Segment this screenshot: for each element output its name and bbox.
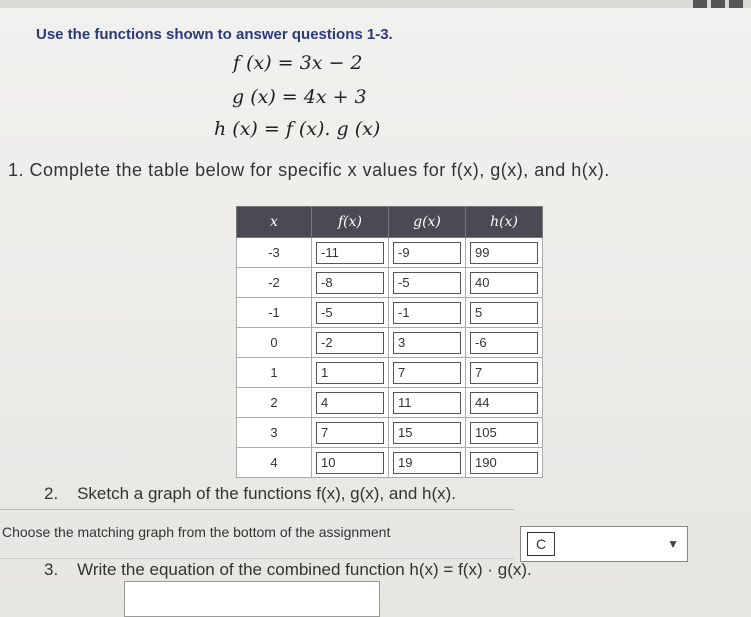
header-g: g(x) bbox=[389, 207, 466, 238]
equation-g: g (x) = 4x + 3 bbox=[232, 86, 367, 108]
question-3-number: 3. bbox=[44, 560, 59, 579]
h-value-input[interactable]: 190 bbox=[470, 452, 538, 474]
h-value-input[interactable]: -6 bbox=[470, 332, 538, 354]
table-header-row bbox=[237, 207, 543, 238]
question-2-number: 2. bbox=[44, 484, 59, 503]
chevron-down-icon: ▼ bbox=[667, 537, 679, 551]
f-value-input[interactable]: 7 bbox=[316, 422, 384, 444]
g-value-input[interactable]: 7 bbox=[393, 362, 461, 384]
f-value-input[interactable]: 10 bbox=[316, 452, 384, 474]
g-value-input[interactable]: 19 bbox=[393, 452, 461, 474]
table-row bbox=[237, 298, 543, 328]
h-value-input[interactable]: 7 bbox=[470, 362, 538, 384]
h-value-input[interactable]: 99 bbox=[470, 242, 538, 264]
table-row bbox=[237, 238, 543, 268]
x-value: -2 bbox=[237, 268, 312, 298]
x-value: -1 bbox=[237, 298, 312, 328]
x-value: 2 bbox=[237, 388, 312, 418]
table-row bbox=[237, 418, 543, 448]
f-value-input[interactable]: -5 bbox=[316, 302, 384, 324]
table-row bbox=[237, 358, 543, 388]
h-value-input[interactable]: 5 bbox=[470, 302, 538, 324]
question-2-text: Sketch a graph of the functions f(x), g(x), and h(x). bbox=[77, 484, 456, 503]
divider bbox=[0, 558, 514, 559]
header-x: x bbox=[237, 207, 312, 238]
g-value-input[interactable]: -9 bbox=[393, 242, 461, 264]
graph-choice-value: C bbox=[527, 532, 555, 556]
x-value: 3 bbox=[237, 418, 312, 448]
question-3-text: Write the equation of the combined function h(x) = f(x) · g(x). bbox=[77, 560, 532, 579]
divider bbox=[0, 509, 514, 510]
table-row bbox=[237, 328, 543, 358]
values-table bbox=[236, 206, 543, 478]
h-value-input[interactable]: 105 bbox=[470, 422, 538, 444]
question-2 bbox=[44, 484, 456, 504]
x-value: 1 bbox=[237, 358, 312, 388]
x-value: 0 bbox=[237, 328, 312, 358]
graph-choice-select[interactable] bbox=[520, 526, 688, 562]
top-bar bbox=[0, 0, 751, 8]
equation-answer-input[interactable] bbox=[124, 581, 380, 617]
table-row bbox=[237, 388, 543, 418]
f-value-input[interactable]: 4 bbox=[316, 392, 384, 414]
g-value-input[interactable]: 3 bbox=[393, 332, 461, 354]
f-value-input[interactable]: -2 bbox=[316, 332, 384, 354]
instructions: Use the functions shown to answer questions 1-3. bbox=[36, 26, 393, 43]
g-value-input[interactable]: 11 bbox=[393, 392, 461, 414]
x-value: 4 bbox=[237, 448, 312, 478]
f-value-input[interactable]: 1 bbox=[316, 362, 384, 384]
equation-f: f (x) = 3x − 2 bbox=[233, 52, 363, 74]
g-value-input[interactable]: -5 bbox=[393, 272, 461, 294]
question-1: 1. Complete the table below for specific x values for f(x), g(x), and h(x). bbox=[8, 160, 610, 180]
equation-h: h (x) = f (x). g (x) bbox=[214, 118, 381, 140]
table-row bbox=[237, 268, 543, 298]
top-bar-blocks bbox=[693, 0, 743, 8]
g-value-input[interactable]: 15 bbox=[393, 422, 461, 444]
h-value-input[interactable]: 44 bbox=[470, 392, 538, 414]
f-value-input[interactable]: -11 bbox=[316, 242, 384, 264]
question-3 bbox=[44, 560, 532, 580]
x-value: -3 bbox=[237, 238, 312, 268]
g-value-input[interactable]: -1 bbox=[393, 302, 461, 324]
f-value-input[interactable]: -8 bbox=[316, 272, 384, 294]
choose-graph-label: Choose the matching graph from the bottom of the assignment bbox=[2, 524, 391, 540]
header-h: h(x) bbox=[466, 207, 543, 238]
h-value-input[interactable]: 40 bbox=[470, 272, 538, 294]
table-row bbox=[237, 448, 543, 478]
header-f: f(x) bbox=[312, 207, 389, 238]
